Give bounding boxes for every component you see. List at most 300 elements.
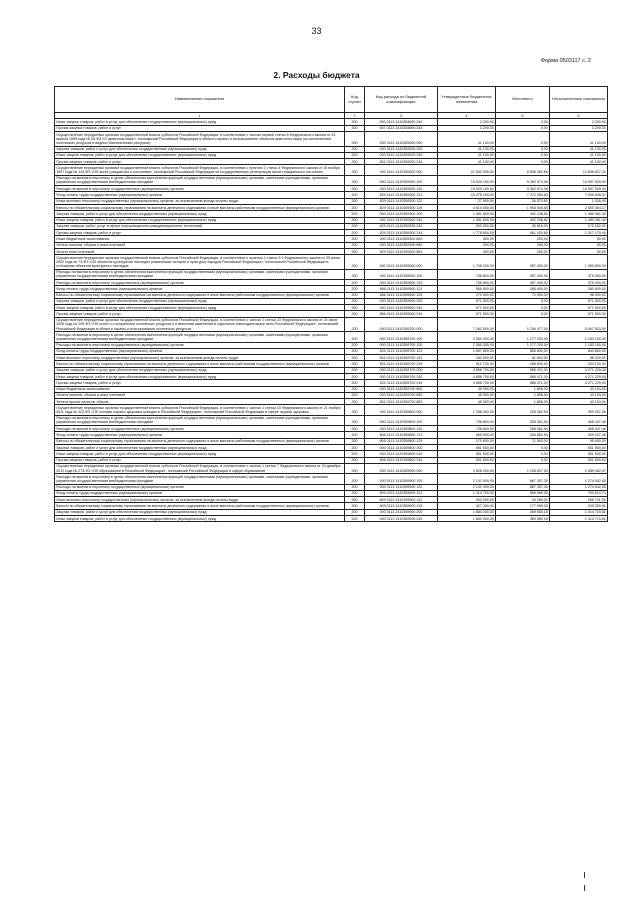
row-classification-code: 000 0113 1410359800 000	[365, 405, 438, 415]
row-classification-code: 000 0113 1410359900 100	[365, 474, 438, 484]
row-approved: 27 900,00	[438, 198, 496, 204]
column-index: 5	[496, 113, 550, 119]
row-classification-code: 000 0113 1410359300 200	[365, 211, 438, 217]
row-approved: 4 856 700,00	[438, 373, 496, 379]
row-executed: 285 400,00	[496, 286, 550, 292]
row-name: Осуществление переданных органам государственной власти субъектов Российской Федерации, в соответствии с пунктом 1 статьи 4 Федерального закона от 15 ноября 1997 года № 143-ФЗ «Об актах гражданского состояния», полномочий Российской Федерации на государственную регистрацию актов гражданского состояния	[55, 165, 345, 175]
row-approved: 2 360 300,00	[438, 332, 496, 342]
row-name: Иные закупки товаров, работ и услуг для обеспечения государственных (муниципальных) нужд	[55, 373, 345, 379]
row-approved: 19 920 100,00	[438, 186, 496, 192]
row-remaining: 10 557 525,94	[550, 186, 608, 192]
table-row	[55, 463, 608, 473]
row-remaining: 41 100,00	[550, 132, 608, 146]
row-executed: 0,00	[496, 125, 550, 131]
row-remaining: 1 183 100,00	[550, 332, 608, 342]
row-remaining: 1 274 542,65	[550, 474, 608, 484]
row-executed: 26 573,60	[496, 198, 550, 204]
table-row	[55, 332, 608, 342]
row-approved: 3 826 200,00	[438, 463, 496, 473]
row-executed: 61 800,00	[496, 355, 550, 361]
row-remaining: 50,00	[550, 248, 608, 254]
row-approved: 45 000,00	[438, 399, 496, 405]
row-executed: 256 862,54	[496, 432, 550, 438]
row-executed: 0,00	[496, 132, 550, 146]
row-line-code: 200	[345, 198, 365, 204]
row-remaining: 1 350 800,00	[550, 255, 608, 269]
row-executed: 492 238,60	[496, 211, 550, 217]
row-classification-code: 000 0113 1410359800 120	[365, 426, 438, 432]
row-name: Закупка товаров, работ и услуг для обеспечения государственных (муниципальных) нужд	[55, 509, 345, 515]
row-name: Прочая закупка товаров, работ и услуг	[55, 230, 345, 236]
row-name: Уплата иных платежей	[55, 248, 345, 254]
row-name: Закупка товаров, работ и услуг для обеспечения государственных (муниципальных) нужд	[55, 298, 345, 304]
margin-mark	[584, 885, 587, 891]
row-name: Закупка товаров, работ и услуг для обеспечения государственных (муниципальных) нужд	[55, 367, 345, 373]
row-classification-code: 809 0113 1410359900 122	[365, 497, 438, 503]
row-classification-code: 000 0113 1410359500 200	[365, 298, 438, 304]
row-name: Закупка товаров, работ и услуг для обеспечения государственных (муниципальных) нужд	[55, 146, 345, 152]
row-remaining: 2 200,00	[550, 125, 608, 131]
row-line-code: 200	[345, 217, 365, 223]
row-name: Расходы на выплаты персоналу в целях обеспечения выполнения функций государственными (муниципальными) органами, казенными учреждениями, органами управления государственными внебюджетными фондами	[55, 332, 345, 342]
row-name: Фонд оплаты труда государственных (муниципальных) органов	[55, 192, 345, 198]
row-remaining: 265 731,00	[550, 497, 608, 503]
row-name: Прочая закупка товаров, работ и услуг	[55, 380, 345, 386]
margin-mark	[584, 872, 587, 878]
row-line-code: 200	[345, 438, 365, 444]
row-executed: 1 963 645,83	[496, 204, 550, 210]
row-name: Осуществление переданных органам государственной власти субъектов Российской Федерации, в соответствии с пунктом 1 статьи 9.1 Федерального закона от 25 июня 2002 года № 73-ФЗ «Об объектах культурного наследия (памятниках истории и культуры) народов Российской Федерации», полномочий Российской Федерации в отношении объектов культурного наследия	[55, 255, 345, 269]
row-remaining: 1 489 361,40	[550, 211, 608, 217]
row-approved: 1 697 600,00	[438, 348, 496, 354]
row-classification-code: 809 0113 1410359900 121	[365, 490, 438, 496]
row-approved: 150 000,00	[438, 355, 496, 361]
row-classification-code: 806 0113 1410359800 129	[365, 438, 438, 444]
row-name: Закупка товаров, работ и услуг для обеспечения государственных (муниципальных) нужд	[55, 444, 345, 450]
row-remaining: 551 500,00	[550, 457, 608, 463]
row-approved: 4 856 700,00	[438, 367, 496, 373]
row-line-code: 200	[345, 484, 365, 490]
row-name: Иные бюджетные ассигнования	[55, 386, 345, 392]
column-index: 6	[550, 113, 608, 119]
table-row	[55, 415, 608, 425]
row-remaining: 43 194,00	[550, 386, 608, 392]
row-name: Прочая закупка товаров, работ и услуг	[55, 311, 345, 317]
row-approved: 41 100,00	[438, 152, 496, 158]
row-approved: 971 500,00	[438, 311, 496, 317]
row-classification-code: 000 0113 1410359300 800	[365, 236, 438, 242]
row-executed: 72 000,00	[496, 292, 550, 298]
row-line-code: 200	[345, 373, 365, 379]
row-approved: 736 800,00	[438, 269, 496, 279]
row-line-code: 200	[345, 255, 365, 269]
row-line-code: 200	[345, 223, 365, 229]
row-remaining: 1 314 719,82	[550, 509, 608, 515]
row-classification-code: 806 0113 1410359800 244	[365, 457, 438, 463]
row-classification-code: 000 0113 1410359500 120	[365, 280, 438, 286]
row-remaining: 4 271 229,00	[550, 373, 608, 379]
row-line-code: 200	[345, 305, 365, 311]
row-remaining: 379 400,00	[550, 269, 608, 279]
row-executed: 1 806,00	[496, 392, 550, 398]
row-line-code: 200	[345, 132, 365, 146]
row-name: Фонд оплаты труда государственных (муниципальных) органов	[55, 286, 345, 292]
row-line-code: 200	[345, 236, 365, 242]
row-remaining: 98 900,00	[550, 292, 608, 298]
row-approved: 551 500,00	[438, 444, 496, 450]
row-line-code: 200	[345, 380, 365, 386]
row-name: Осуществление переданных органам государственной власти субъектов Российской Федерации, в соответствии с частью 1 статьи 33 Федерального закона от 24 июля 2009 года № 209-ФЗ «Об охоте и о сохранении охотничьих ресурсов и о внесении изменений в отдельные законодательные акты Российской Федерации», полномочий Российской Федерации в области охраны и использования охотничьих ресурсов	[55, 317, 345, 331]
row-approved: 551 500,00	[438, 457, 496, 463]
row-line-code: 200	[345, 146, 365, 152]
row-name: Уплата налогов, сборов и иных платежей	[55, 392, 345, 398]
row-remaining: 1 317 179,40	[550, 230, 608, 236]
row-line-code: 200	[345, 175, 365, 185]
row-classification-code: 829 0113 1410359300 244	[365, 230, 438, 236]
row-executed: 585 471,00	[496, 367, 550, 373]
row-classification-code: 000 0113 1410359900 200	[365, 509, 438, 515]
row-line-code: 200	[345, 415, 365, 425]
row-remaining: 379 400,00	[550, 280, 608, 286]
row-classification-code: 000 0113 1410359500 000	[365, 255, 438, 269]
header-row	[55, 87, 608, 113]
row-line-code: 200	[345, 426, 365, 432]
row-name: Расходы на выплаты персоналу в целях обеспечения выполнения функций государственными (муниципальными) органами, казенными учреждениями, органами управления государственными внебюджетными фондами	[55, 269, 345, 279]
row-approved: 45 000,00	[438, 386, 496, 392]
row-classification-code: 000 0113 1410359800 240	[365, 451, 438, 457]
row-line-code: 200	[345, 286, 365, 292]
row-name: Иные закупки товаров, работ и услуг для обеспечения государственных (муниципальных) нужд	[55, 515, 345, 521]
row-line-code: 200	[345, 348, 365, 354]
row-approved: 41 100,00	[438, 159, 496, 165]
row-classification-code: 000 0113 1410359500 100	[365, 269, 438, 279]
row-approved: 736 800,00	[438, 280, 496, 286]
row-remaining: 408 437,46	[550, 426, 608, 432]
row-approved: 7 262 000,00	[438, 317, 496, 331]
row-executed: 492 238,60	[496, 217, 550, 223]
row-approved: 512 700,00	[438, 361, 496, 367]
row-approved: 1 288 300,00	[438, 405, 496, 415]
row-remaining: 249 200,91	[550, 503, 608, 509]
row-classification-code: 000 0113 1410359700 120	[365, 342, 438, 348]
row-name: Иные закупки товаров, работ и услуг для обеспечения государственных (муниципальных) нужд	[55, 152, 345, 158]
row-remaining: 840 800,00	[550, 348, 608, 354]
row-classification-code: 000 0113 1410359200 240	[365, 152, 438, 158]
row-remaining: 172 182,00	[550, 223, 608, 229]
row-line-code: 200	[345, 332, 365, 342]
row-classification-code: 000 0113 1410359800 100	[365, 415, 438, 425]
row-remaining: 971 500,00	[550, 298, 608, 304]
row-line-code: 200	[345, 399, 365, 405]
row-name: Фонд оплаты труда государственных (муниципальных) органов	[55, 490, 345, 496]
row-line-code: 200	[345, 509, 365, 515]
row-classification-code: 000 0113 1410359500 240	[365, 305, 438, 311]
section-title: 2. Расходы бюджета	[273, 70, 360, 80]
row-name: Фонд оплаты труда государственных (муниципальных) органов	[55, 348, 345, 354]
row-classification-code: 831 0113 1410359700 122	[365, 355, 438, 361]
row-executed: 8 656 062,66	[496, 165, 550, 175]
row-name: Расходы на выплаты персоналу в целях обеспечения выполнения функций государственными (муниципальными) органами, казенными учреждениями, органами управления государственными внебюджетными фондами	[55, 175, 345, 185]
table-row	[55, 165, 608, 175]
row-classification-code: 000 0113 1410359900 120	[365, 484, 438, 490]
row-executed: 0,00	[496, 298, 550, 304]
row-executed: 585 471,00	[496, 380, 550, 386]
column-header-remaining: Неисполненные назначения	[550, 87, 608, 113]
row-name: Иные выплаты персоналу государственных (муниципальных) органов, за исключением фонда оплаты труда	[55, 198, 345, 204]
row-executed: 0,00	[496, 311, 550, 317]
row-line-code: 200	[345, 292, 365, 298]
row-name: Осуществление переданных органам государственной власти субъектов Российской Федерации, в соответствии с частью первой статьи 6 Федерального закона от 24 апреля 1995 года № 52-ФЗ «О животном мире», полномочий Российской Федерации в области охраны и использования объектов животного мира (за исключением охотничьих ресурсов и водных биологических ресурсов)	[55, 132, 345, 146]
row-line-code: 200	[345, 298, 365, 304]
row-executed: 0,00	[496, 159, 550, 165]
row-executed: 71 500,00	[496, 438, 550, 444]
row-classification-code: 000 0113 1410359900 240	[365, 515, 438, 521]
row-line-code: 200	[345, 474, 365, 484]
row-name: Иные закупки товаров, работ и услуг для обеспечения государственных (муниципальных) нужд	[55, 217, 345, 223]
row-classification-code: 831 0113 1410359200 244	[365, 159, 438, 165]
row-line-code: 200	[345, 392, 365, 398]
row-approved: 21 502 900,00	[438, 165, 496, 175]
table-row	[55, 175, 608, 185]
column-header-approved: Утвержденные бюджетные назначения	[438, 87, 496, 113]
row-approved: 300,00	[438, 236, 496, 242]
row-line-code: 200	[345, 186, 365, 192]
row-approved: 4 856 700,00	[438, 380, 496, 386]
row-approved: 41 100,00	[438, 146, 496, 152]
row-remaining: 2 200,00	[550, 119, 608, 125]
row-classification-code: 831 0113 1410359700 121	[365, 348, 438, 354]
row-executed: 856 800,00	[496, 348, 550, 354]
row-approved: 971 500,00	[438, 298, 496, 304]
row-executed: 30 816,00	[496, 223, 550, 229]
row-executed: 177 999,09	[496, 503, 550, 509]
row-executed: 655 089,26	[496, 490, 550, 496]
row-executed: 357 400,00	[496, 255, 550, 269]
row-executed: 0,00	[496, 152, 550, 158]
row-remaining: 41 100,00	[550, 159, 608, 165]
row-approved: 4 614 000,00	[438, 204, 496, 210]
row-remaining: 759 610,74	[550, 490, 608, 496]
row-line-code: 200	[345, 432, 365, 438]
row-name: Расходы на выплаты персоналу в целях обеспечения выполнения функций государственными (муниципальными) органами, казенными учреждениями, органами управления государственными внебюджетными фондами	[55, 415, 345, 425]
row-remaining: 551 500,00	[550, 451, 608, 457]
row-classification-code: 831 0113 1410359700 852	[365, 399, 438, 405]
row-classification-code: 809 0113 1410359900 129	[365, 503, 438, 509]
row-classification-code: 000 0113 1410359900 000	[365, 463, 438, 473]
row-remaining: 10 557 525,94	[550, 175, 608, 185]
row-remaining: 5 497 523,00	[550, 317, 608, 331]
row-executed: 328 362,54	[496, 415, 550, 425]
row-name: Уплата налогов, сборов и иных платежей	[55, 242, 345, 248]
row-name: Взносы по обязательному социальному страхованию на выплаты денежного содержания и иные выплаты работникам государственных (муниципальных) органов	[55, 503, 345, 509]
row-classification-code: 000 0113 1410359300 000	[365, 165, 438, 175]
row-line-code: 200	[345, 125, 365, 131]
row-executed: 1 177 200,00	[496, 332, 550, 342]
row-remaining: 1 326,40	[550, 198, 608, 204]
row-name: Расходы на выплаты персоналу в целях обеспечения выполнения функций государственными (муниципальными) органами, казенными учреждениями, органами управления государственными внебюджетными фондами	[55, 474, 345, 484]
row-remaining: 1 274 542,65	[550, 484, 608, 490]
row-remaining: 41 100,00	[550, 152, 608, 158]
row-classification-code: 000 0113 1410359800 200	[365, 444, 438, 450]
row-line-code: 200	[345, 159, 365, 165]
row-executed: 461 420,60	[496, 230, 550, 236]
row-approved: 1 708 200,00	[438, 255, 496, 269]
row-line-code: 200	[345, 451, 365, 457]
row-classification-code: 831 0113 1410359700 244	[365, 380, 438, 386]
row-executed: 0,00	[496, 146, 550, 152]
row-remaining: 971 500,00	[550, 311, 608, 317]
table-row	[55, 132, 608, 146]
column-header-classification-code: Код расхода по бюджетной классификации	[365, 87, 438, 113]
row-executed: 250,00	[496, 242, 550, 248]
row-line-code: 200	[345, 463, 365, 473]
row-remaining: 4 271 229,00	[550, 380, 608, 386]
row-approved: 2 141 900,00	[438, 474, 496, 484]
row-executed: 328 362,54	[496, 426, 550, 432]
row-name: Иные бюджетные ассигнования	[55, 236, 345, 242]
row-remaining: 408 437,46	[550, 415, 608, 425]
row-line-code: 200	[345, 405, 365, 415]
row-executed: 0,00	[496, 305, 550, 311]
row-executed: 867 357,35	[496, 484, 550, 490]
row-line-code: 200	[345, 165, 365, 175]
row-remaining: 2 589 362,47	[550, 463, 608, 473]
row-name: Расходы на выплаты персоналу государственных (муниципальных) органов	[55, 342, 345, 348]
row-name: Взносы по обязательному социальному страхованию на выплаты денежного содержания и иные выплаты работникам государственных (муниципальных) органов	[55, 292, 345, 298]
row-line-code: 200	[345, 361, 365, 367]
row-approved: 2 200,00	[438, 125, 496, 131]
row-line-code: 200	[345, 515, 365, 521]
row-classification-code: 856 0113 1410359500 244	[365, 311, 438, 317]
row-line-code: 200	[345, 280, 365, 286]
row-line-code: 200	[345, 490, 365, 496]
row-classification-code: 000 0113 1410359300 240	[365, 217, 438, 223]
row-name: Прочая закупка товаров, работ и услуг	[55, 457, 345, 463]
column-index: 4	[438, 113, 496, 119]
row-approved: 565 900,00	[438, 432, 496, 438]
row-classification-code: 000 0113 1410359700 800	[365, 386, 438, 392]
row-classification-code: 856 0113 1410359500 129	[365, 292, 438, 298]
row-executed: 1 806,00	[496, 386, 550, 392]
row-remaining: 1 314 719,82	[550, 515, 608, 521]
row-name: Иные закупки товаров, работ и услуг для обеспечения государственных (муниципальных) нужд	[55, 119, 345, 125]
page-number: 33	[311, 26, 322, 36]
row-approved: 41 100,00	[438, 132, 496, 146]
row-executed: 258 600,00	[496, 361, 550, 367]
row-remaining: 254 100,00	[550, 361, 608, 367]
row-classification-code: 000 0113 1410359700 240	[365, 373, 438, 379]
row-executed: 0,00	[496, 451, 550, 457]
row-line-code: 200	[345, 355, 365, 361]
row-remaining: 1 183 100,00	[550, 342, 608, 348]
row-remaining: 280 500,00	[550, 286, 608, 292]
row-line-code: 200	[345, 457, 365, 463]
row-line-code: 200	[345, 192, 365, 198]
row-classification-code: 000 0113 1410359200 000	[365, 132, 438, 146]
row-name: Осуществление переданных органам государственной власти субъектов Российской Федерации, в соответствии с частью 1 статьи 15 Федерального закона от 21 ноября 2011 года № 323-ФЗ «Об основах охраны здоровья граждан в Российской Федерации», полномочий Российской Федерации в сфере охраны здоровья	[55, 405, 345, 415]
row-approved: 971 500,00	[438, 305, 496, 311]
row-remaining: 50,00	[550, 236, 608, 242]
row-name: Взносы по обязательному социальному страхованию на выплаты денежного содержания и иные выплаты работникам государственных (муниципальных) органов	[55, 438, 345, 444]
row-executed: 7 372 354,63	[496, 192, 550, 198]
row-line-code: 200	[345, 311, 365, 317]
row-executed: 34 269,00	[496, 497, 550, 503]
row-remaining: 43 194,00	[550, 392, 608, 398]
row-line-code: 200	[345, 119, 365, 125]
row-executed: 585 471,00	[496, 373, 550, 379]
row-name: Фонд оплаты труда государственных (муниципальных) органов	[55, 432, 345, 438]
row-classification-code: 000 0113 1410359700 000	[365, 317, 438, 331]
row-executed: 1 236 837,53	[496, 463, 550, 473]
column-index: 2	[345, 113, 365, 119]
row-remaining: 2 650 354,17	[550, 204, 608, 210]
row-classification-code: 000 0113 1410359300 850	[365, 242, 438, 248]
row-line-code: 200	[345, 242, 365, 248]
row-name: Закупка товаров, работ и услуг для обеспечения государственных (муниципальных) нужд	[55, 211, 345, 217]
row-line-code: 200	[345, 386, 365, 392]
table-row	[55, 474, 608, 484]
row-classification-code: 000 0113 1410359700 100	[365, 332, 438, 342]
row-remaining: 7 905 845,37	[550, 192, 608, 198]
row-executed: 250,00	[496, 236, 550, 242]
form-code: Форма 0503117 с. 2	[540, 58, 591, 64]
row-classification-code: 806 0113 1410359800 121	[365, 432, 438, 438]
row-approved: 565 900,00	[438, 286, 496, 292]
row-executed: 9 362 574,06	[496, 175, 550, 185]
row-classification-code: 000 0113 1410359700 850	[365, 392, 438, 398]
row-classification-code: 000 0113 1410359700 200	[365, 367, 438, 373]
table-body	[55, 119, 608, 522]
row-line-code: 200	[345, 497, 365, 503]
row-executed: 867 357,35	[496, 474, 550, 484]
row-executed: 1 177 200,00	[496, 342, 550, 348]
row-line-code: 200	[345, 503, 365, 509]
row-executed: 1 764 477,00	[496, 317, 550, 331]
row-name: Расходы на выплаты персоналу государственных (муниципальных) органов	[55, 484, 345, 490]
row-executed: 369 580,18	[496, 509, 550, 515]
row-remaining: 551 500,00	[550, 444, 608, 450]
row-approved: 1 684 300,00	[438, 509, 496, 515]
row-approved: 170 900,00	[438, 438, 496, 444]
expenses-table-wrapper	[54, 86, 607, 522]
row-name: Иные закупки товаров, работ и услуг для обеспечения государственных (муниципальных) нужд	[55, 451, 345, 457]
row-remaining: 1 483 361,40	[550, 217, 608, 223]
row-approved: 1 778 600,00	[438, 230, 496, 236]
row-executed: 0,00	[496, 457, 550, 463]
row-executed: 9 362 574,06	[496, 186, 550, 192]
row-name: Иные выплаты персоналу государственных (муниципальных) органов, за исключением фонда оплаты труда	[55, 497, 345, 503]
row-executed: 357 400,00	[496, 280, 550, 286]
row-remaining: 309 037,46	[550, 432, 608, 438]
row-approved: 19 920 100,00	[438, 175, 496, 185]
row-name: Взносы по обязательному социальному страхованию на выплаты денежного содержания и иные выплаты работникам государственных (муниципальных) органов	[55, 204, 345, 210]
row-executed: 0,00	[496, 119, 550, 125]
row-approved: 45 000,00	[438, 392, 496, 398]
row-remaining: 12 846 837,34	[550, 165, 608, 175]
row-classification-code: 829 0113 1410359300 242	[365, 223, 438, 229]
row-name: Иные выплаты персоналу государственных (муниципальных) органов, за исключением фонда оплаты труда	[55, 355, 345, 361]
row-remaining: 43 194,00	[550, 399, 608, 405]
row-name: Уплата прочих налогов, сборов	[55, 399, 345, 405]
table-row	[55, 317, 608, 331]
row-remaining: 88 200,00	[550, 355, 608, 361]
row-line-code: 200	[345, 342, 365, 348]
row-classification-code: 000 0113 1410354690 240	[365, 119, 438, 125]
row-approved: 2 360 300,00	[438, 342, 496, 348]
row-line-code: 200	[345, 317, 365, 331]
row-approved: 203 000,00	[438, 223, 496, 229]
row-line-code: 200	[345, 211, 365, 217]
